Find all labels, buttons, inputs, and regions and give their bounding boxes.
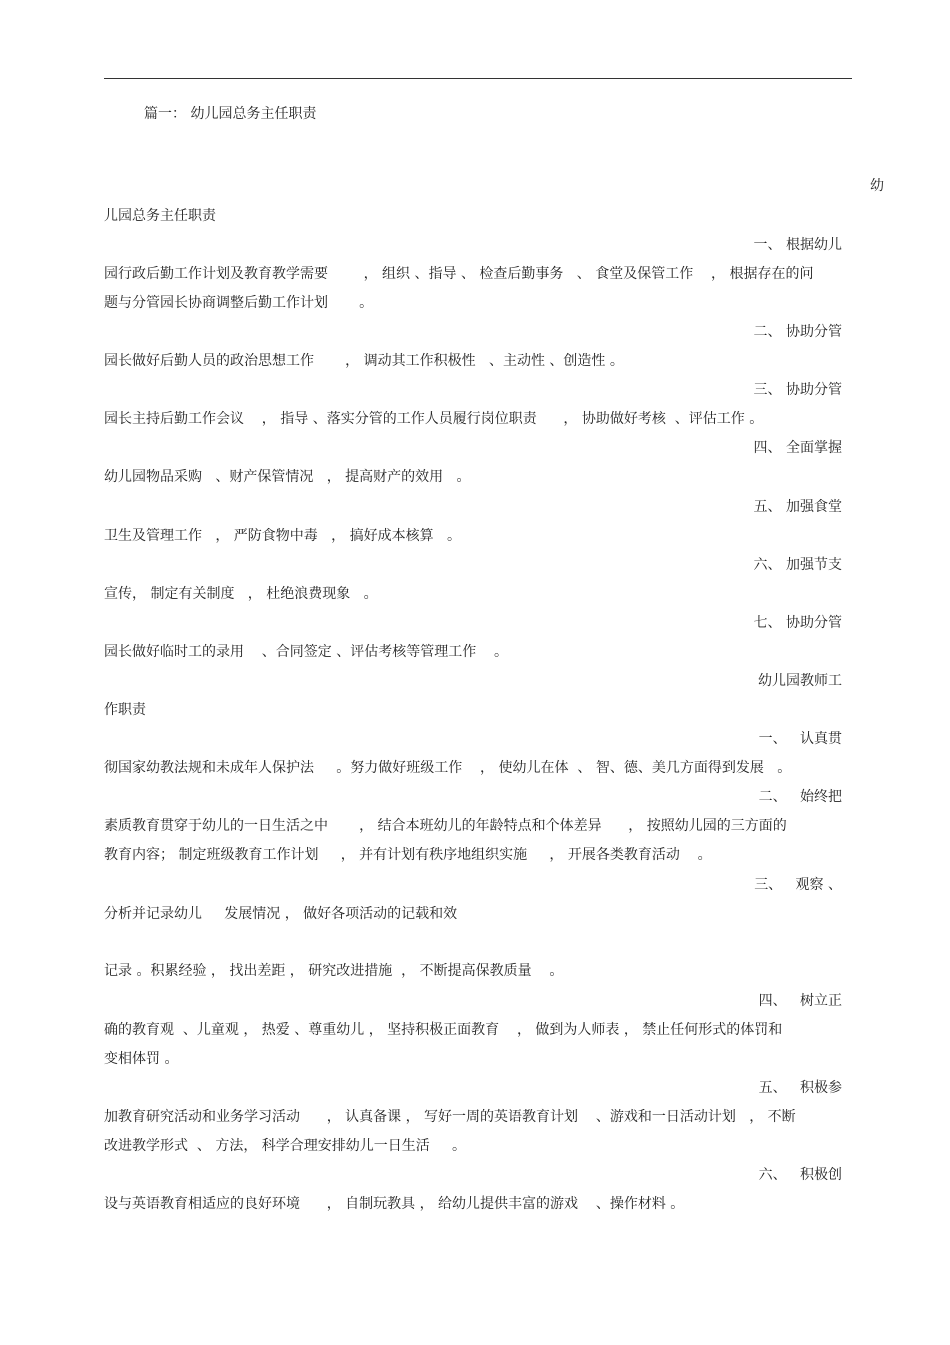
- item-number: 四、 树立正: [758, 993, 842, 1009]
- text-line: 记录 。积累经验 ， 找出差距 ， 研究改进措施 ， 不断提高保教质量 。: [104, 963, 564, 979]
- item-number: 七、 协助分管: [753, 615, 842, 631]
- text-line: 变相体罚 。: [104, 1051, 179, 1067]
- text-line: 教育内容； 制定班级教育工作计划 ， 并有计划有秩序地组织实施 ， 开展各类教育活动 。: [104, 847, 712, 863]
- text-line: 确的教育观 、儿童观 ， 热爱 、尊重幼儿 ， 坚持积极正面教育 ， 做到为人师表 ， 禁止任何形式的体罚和: [104, 1022, 783, 1038]
- item-number: 六、 加强节支: [753, 557, 842, 573]
- section-heading: 儿园总务主任职责: [104, 208, 216, 224]
- doc-title: 篇一： 幼儿园总务主任职责: [144, 106, 317, 122]
- item-number: 二、 始终把: [758, 789, 842, 805]
- section-heading: 幼儿园教师工: [758, 673, 842, 689]
- item-number: 一、 根据幼儿: [753, 237, 842, 253]
- section-heading: 作职责: [104, 702, 146, 718]
- item-number: 五、 加强食堂: [753, 499, 842, 515]
- text-line: 园长做好后勤人员的政治思想工作 ， 调动其工作积极性 、主动性 、创造性 。: [104, 353, 624, 369]
- text-line: 分析并记录幼儿 发展情况 ， 做好各项活动的记载和效: [104, 906, 458, 922]
- text-line: 园行政后勤工作计划及教育教学需要 ， 组织 、指导 、 检查后勤事务 、 食堂及保管工作 ， 根据存在的问: [104, 266, 814, 282]
- text-line: 彻国家幼教法规和未成年人保护法 。努力做好班级工作 ， 使幼儿在体 、 智、德、美几方面得到发展 。: [104, 760, 792, 776]
- text-line: 幼儿园物品采购 、财产保管情况 ， 提高财产的效用 。: [104, 469, 471, 485]
- item-number: 三、 协助分管: [753, 382, 842, 398]
- item-number: 六、 积极创: [758, 1167, 842, 1183]
- text-line: 园长做好临时工的录用 、合同签定 、评估考核等管理工作 。: [104, 644, 509, 660]
- item-number: 三、 观察 、: [754, 877, 842, 893]
- text-line: 素质教育贯穿于幼儿的一日生活之中 ， 结合本班幼儿的年龄特点和个体差异 ， 按照幼儿园的三方面的: [104, 818, 787, 834]
- text-line: 加教育研究活动和业务学习活动 ， 认真备课 ， 写好一周的英语教育计划 、游戏和一日活动计划 ， 不断: [104, 1109, 796, 1125]
- text-line: 宣传， 制定有关制度 ， 杜绝浪费现象 。: [104, 586, 378, 602]
- item-number: 二、 协助分管: [753, 324, 842, 340]
- text-line: 卫生及管理工作 ， 严防食物中毒 ， 搞好成本核算 。: [104, 528, 461, 544]
- text-line: 题与分管园长协商调整后勤工作计划 。: [104, 295, 374, 311]
- text-line: 设与英语教育相适应的良好环境 ， 自制玩教具 ， 给幼儿提供丰富的游戏 、操作材料 。: [104, 1196, 685, 1212]
- text-line: 幼: [870, 178, 884, 194]
- item-number: 一、 认真贯: [758, 731, 842, 747]
- header-rule: [104, 78, 852, 79]
- text-line: 园长主持后勤工作会议 ， 指导 、落实分管的工作人员履行岗位职责 ， 协助做好考核 、评估工作 。: [104, 411, 764, 427]
- item-number: 五、 积极参: [758, 1080, 842, 1096]
- item-number: 四、 全面掌握: [753, 440, 842, 456]
- text-line: 改进教学形式 、 方法， 科学合理安排幼儿一日生活 。: [104, 1138, 467, 1154]
